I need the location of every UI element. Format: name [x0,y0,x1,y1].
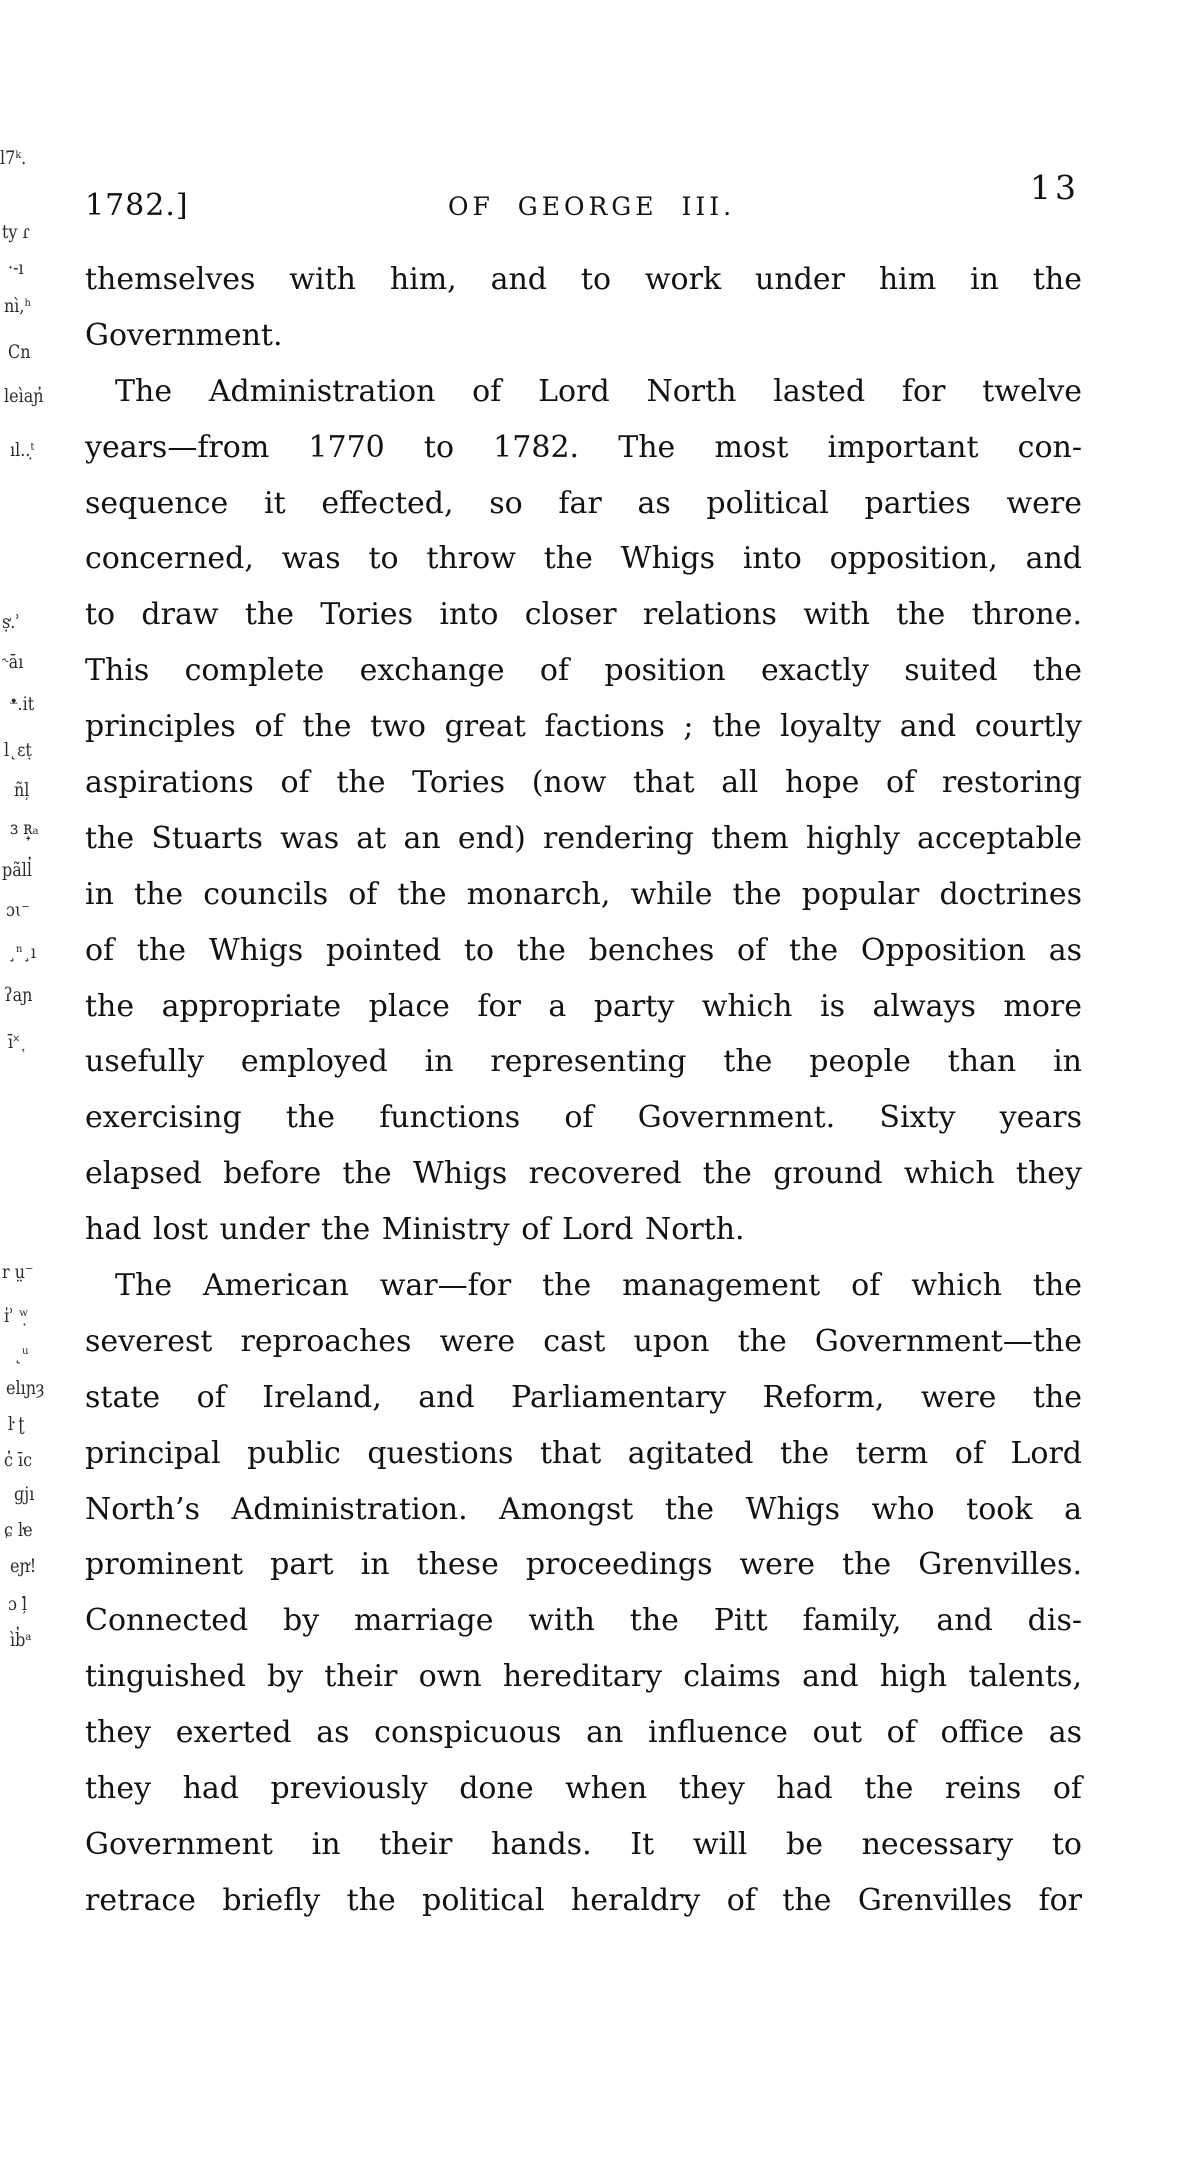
body-line: the appropriate place for a party which is always more [85,988,1082,1024]
body-line: concerned, was to throw the Whigs into opposition, and [85,541,1082,577]
margin-smudge: ɡjı [14,1482,35,1505]
margin-smudge: ñl̦ [14,778,30,801]
margin-smudge: ʔaɲ [4,983,33,1006]
margin-smudge: l7ᵏ. [0,146,27,169]
body-line: to draw the Tories into closer relations with the throne. [85,597,1082,633]
body-line: The Administration of Lord North lasted for twelve [115,373,1082,409]
margin-smudge: ŀ ʈ [8,1412,25,1435]
body-line: exercising the functions of Government. Sixty years [85,1100,1082,1136]
body-line: severest reproaches were cast upon the Government—the [85,1323,1082,1359]
body-line: usefully employed in representing the people than in [85,1044,1082,1080]
margin-smudge: ᵜ.it [10,692,35,715]
body-line: Government in their hands. It will be necessary to [85,1826,1082,1862]
body-line: state of Ireland, and Parliamentary Reform, were the [85,1379,1082,1415]
body-line: tinguished by their own hereditary claims and high talents, [85,1659,1082,1695]
margin-smudge: ṣ̛.ʾ [2,610,21,633]
margin-smudge: elıɲȝ [6,1376,45,1399]
body-line: principal public questions that agitated the term of Lord [85,1435,1082,1471]
margin-smudge: ˛ᵘ [14,1342,29,1365]
margin-smudge: r ṳ⁻ [2,1260,34,1283]
margin-smudge: ɪ̍ʾ ʷ̣ [4,1304,29,1327]
margin-smudge: c̓ īc [4,1448,33,1471]
margin-smudge: leìaɲ̓ [4,384,44,407]
running-title: OF GEORGE III. [447,192,736,221]
body-line: Connected by marriage with the Pitt family, and dis- [85,1603,1082,1639]
margin-smudge: ìb̓ᵃ [10,1628,32,1651]
margin-smudge: ıl..ᵗ̣ [10,438,35,461]
margin-smudge: ɔ ļ̇ [8,1592,28,1615]
body-line: prominent part in these proceedings were the Grenvilles. [85,1547,1082,1583]
body-line: sequence it effected, so far as political parties were [85,485,1082,521]
body-line: they had previously done when they had the reins of [85,1771,1082,1807]
margin-bleedthrough-layer [0,0,80,2167]
page-number: 13 [1030,168,1080,207]
margin-smudge: nì,ʰ [4,294,32,317]
header-year: 1782.] [85,188,189,223]
body-line: they exerted as conspicuous an influence out of office as [85,1715,1082,1751]
body-line: aspirations of the Tories (now that all hope of restoring [85,765,1082,801]
margin-smudge: ī˟ ͎ [8,1030,24,1053]
margin-smudge: ɕ ŀe [4,1518,33,1541]
body-line: This complete exchange of position exactly suited the [85,653,1082,689]
body-line: The American war—for the management of which the [115,1268,1082,1304]
margin-smudge: eɲ̛! [10,1554,37,1577]
body-line: years—from 1770 to 1782. The most important con- [85,429,1082,465]
body-line: themselves with him, and to work under him in the [85,262,1082,297]
body-line: Government. [85,317,283,353]
margin-smudge: ɔɩ⁻ [6,898,30,921]
body-line: retrace briefly the political heraldry of the Grenvilles for [85,1882,1082,1918]
body-line: in the councils of the monarch, while the popular doctrines [85,876,1082,912]
margin-smudge: ¸ⁿ¸ı [8,940,37,963]
body-line: of the Whigs pointed to the benches of the Opposition as [85,932,1082,968]
margin-smudge: ɜ ʀ̟ₐ [10,816,39,839]
body-line: had lost under the Ministry of Lord North. [85,1212,745,1248]
body-line: North’s Administration. Amongst the Whigs who took a [85,1491,1082,1527]
margin-smudge: ty ɾ [2,220,30,243]
body-line: principles of the two great factions ; the loyalty and courtly [85,709,1082,745]
margin-smudge: ˞āı [2,650,24,673]
margin-smudge: Cn [8,340,31,363]
body-text [85,252,1082,1929]
body-line: the Stuarts was at an end) rendering them highly acceptable [85,820,1082,856]
body-line: elapsed before the Whigs recovered the ground which they [85,1156,1082,1192]
margin-smudge: l˛ɛṭ [4,738,32,761]
margin-smudge: pãll̓ [2,858,33,881]
margin-smudge: ·‑ı [8,256,24,279]
